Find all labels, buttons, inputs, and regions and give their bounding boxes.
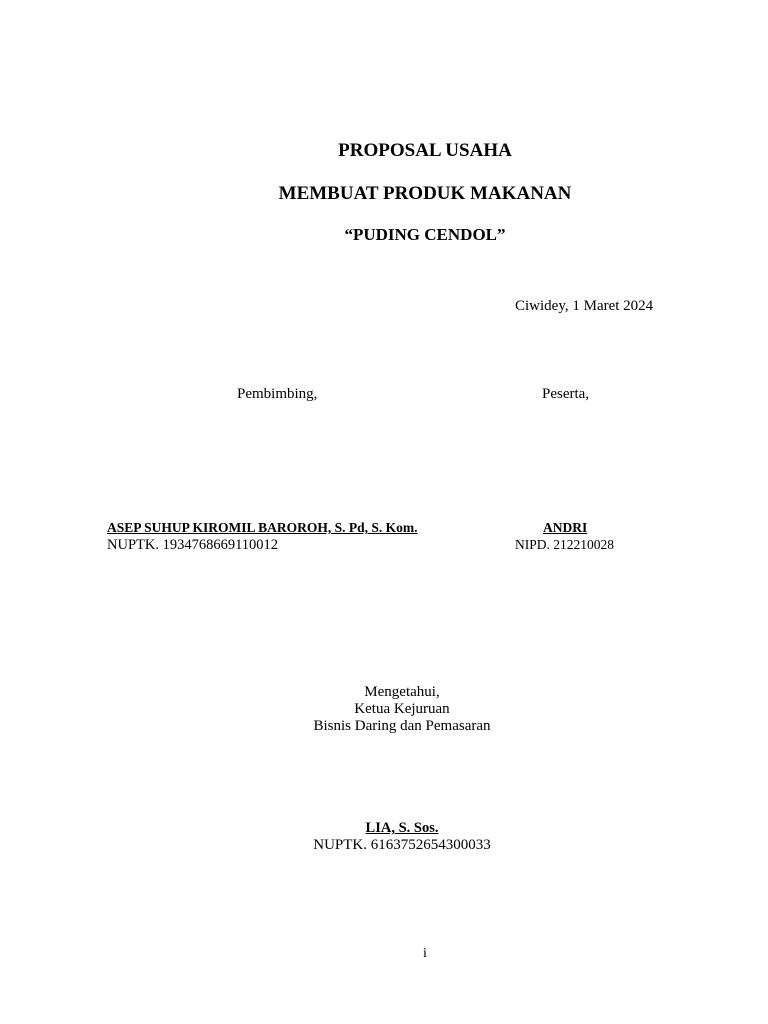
mentor-role-label: Pembimbing, <box>237 386 318 402</box>
approval-line-3: Bisnis Daring dan Pemasaran <box>313 718 491 734</box>
page-number: i <box>423 946 427 961</box>
participant-role-label: Peserta, <box>542 386 590 402</box>
head-name: LIA, S. Sos. <box>365 820 439 836</box>
participant-name: ANDRI <box>543 520 588 535</box>
product-name: “PUDING CENDOL” <box>344 225 506 244</box>
mentor-name: ASEP SUHUP KIROMIL BAROROH, S. Pd, S. Kom. <box>107 520 418 535</box>
document-title: PROPOSAL USAHA <box>338 140 512 161</box>
approval-block <box>252 684 552 735</box>
document-subtitle: MEMBUAT PRODUK MAKANAN <box>278 183 572 204</box>
place-date: Ciwidey, 1 Maret 2024 <box>515 298 654 314</box>
approval-line-1: Mengetahui, <box>364 684 440 700</box>
mentor-id: NUPTK. 1934768669110012 <box>107 537 279 553</box>
participant-id: NIPD. 212210028 <box>515 537 615 552</box>
approval-line-2: Ketua Kejuruan <box>354 701 450 717</box>
head-id: NUPTK. 6163752654300033 <box>313 837 491 853</box>
